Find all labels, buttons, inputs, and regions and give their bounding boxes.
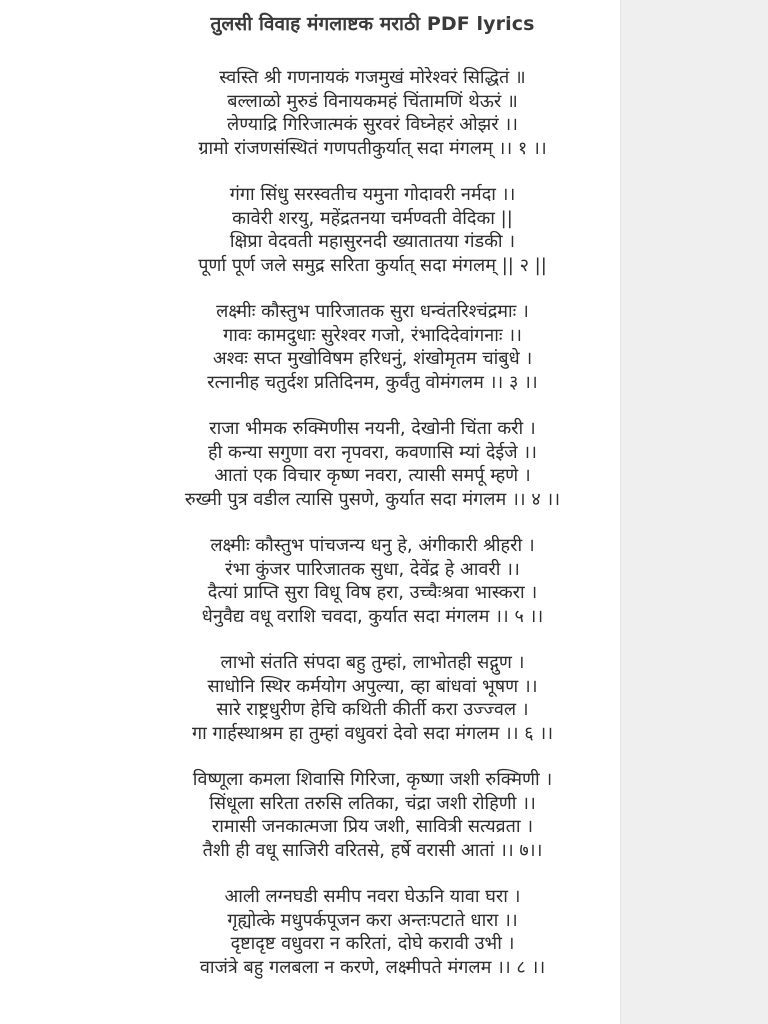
verse-line: गा गार्हस्थाश्रम हा तुम्हां वधुवरां देवो सदा मंगलम ।। ६ ।। (191, 722, 554, 744)
stanza-2 (0, 183, 745, 277)
stanza-4 (0, 417, 745, 511)
verse-line: विष्णूला कमला शिवासि गिरिजा, कृष्णा जशी रुक्मिणी । (192, 769, 553, 790)
verse-line: आली लग्नघडी समीप नवरा घेऊनि यावा घरा । (224, 886, 521, 907)
stanza-5 (0, 534, 745, 628)
verse-line: रत्नानीह चतुर्दश प्रतिदिनम, कुर्वंतु वोमंगलम ।। ३ ।। (207, 371, 538, 393)
stanza-6 (0, 651, 745, 745)
verse-line: वाजंत्रे बहु गलबला न करणे, लक्ष्मीपते मंगलम ।। ८ ।। (199, 956, 546, 978)
verse-line: ग्रामो रांजणसंस्थितं गणपतीकुर्यात् सदा मंगलम् ।। १ ।। (198, 137, 547, 159)
verse-line: अश्वः सप्त मुखोविषम हरिधनुं, शंखोमृतम चांबुधे । (212, 348, 533, 369)
verse-line: बल्लाळो मुरुडं विनायकमहं चिंतामणिं थेऊरं ॥ (227, 90, 518, 112)
verse-line: धेनुवैद्य वधू वराशि चवदा, कुर्यात सदा मंगलम ।। ५ ।। (201, 605, 544, 627)
stanza-8 (0, 885, 745, 979)
stanza-1 (0, 66, 745, 160)
verse-line: स्वस्ति श्री गणनायकं गजमुखं मोरेश्वरं सिद्धितं ॥ (219, 67, 526, 88)
verse-line: राजा भीमक रुक्मिणीस नयनी, देखोनी चिंता करी । (209, 418, 536, 439)
verse-line: तैशी ही वधू साजिरी वरितसे, हर्षे वरासी आतां ।। ७।। (202, 839, 543, 861)
verse-line: कावेरी शरयु, महेंद्रतनया चर्मण्वती वेदिका || (232, 207, 513, 229)
verse-line: रामासी जनकात्मजा प्रिय जशी, सावित्री सत्यव्रता । (211, 816, 534, 837)
verse-line: क्षिप्रा वेदवती महासुरनदी ख्यातातया गंडकी । (229, 231, 516, 252)
mangalashtak-verses (0, 66, 745, 1002)
verse-line: लाभो संतति संपदा बहु तुम्हां, लाभोतही सद्गुण । (220, 652, 525, 673)
verse-line: ही कन्या सगुणा वरा नृपवरा, कवणासि म्यां देईजे ।। (208, 441, 537, 463)
verse-line: दैत्यां प्राप्ति सुरा विधू विष हरा, उच्चैःश्रवा भास्करा । (207, 582, 538, 603)
verse-line: लक्ष्मीः कौस्तुभ पांचजन्य धनु हे, अंगीकारी श्रीहरी । (210, 535, 535, 556)
verse-line: सारे राष्ट्रधुरीण हेचि कथिती कीर्ती करा उज्ज्वल । (216, 699, 529, 720)
stanza-7 (0, 768, 745, 862)
verse-line: रंभा कुंजर पारिजातक सुधा, देवेंद्र हे आवरी ।। (225, 558, 520, 580)
verse-line: पूर्णा पूर्ण जले समुद्र सरिता कुर्यात् सदा मंगलम् || २ || (198, 254, 547, 276)
verse-line: सिंधूला सरिता तरुसि लतिका, चंद्रा जशी रोहिणी ।। (209, 792, 536, 814)
page-title: तुलसी विवाह मंगलाष्टक मराठी PDF lyrics (210, 13, 535, 35)
verse-line: गंगा सिंधु सरस्वतीच यमुना गोदावरी नर्मदा ।। (229, 184, 516, 205)
verse-line: गृह्योत्के मधुपर्कपूजन करा अन्तःपटाते धारा ।। (227, 909, 518, 931)
stanza-3 (0, 300, 745, 394)
verse-line: साधोनि स्थिर कर्मयोग अपुल्या, व्हा बांधवां भूषण ।। (207, 675, 538, 697)
verse-line: गावः कामदुधाः सुरेश्वर गजो, रंभादिदेवांगनाः ।। (223, 324, 522, 346)
verse-line: दृष्टादृष्ट वधुवरा न करितां, दोघे करावी उभी । (230, 933, 515, 954)
verse-line: रुख्मी पुत्र वडील त्यासि पुसणे, कुर्यात सदा मंगलम ।। ४ ।। (184, 488, 561, 510)
verse-line: लक्ष्मीः कौस्तुभ पारिजातक सुरा धन्वंतरिश्चंद्रमाः । (216, 301, 529, 322)
verse-line: लेण्याद्रि गिरिजात्मकं सुरवरं विघ्नेहरं ओझरं ।। (227, 114, 518, 135)
verse-line: आतां एक विचार कृष्ण नवरा, त्यासी समर्पू म्हणे । (214, 465, 531, 486)
